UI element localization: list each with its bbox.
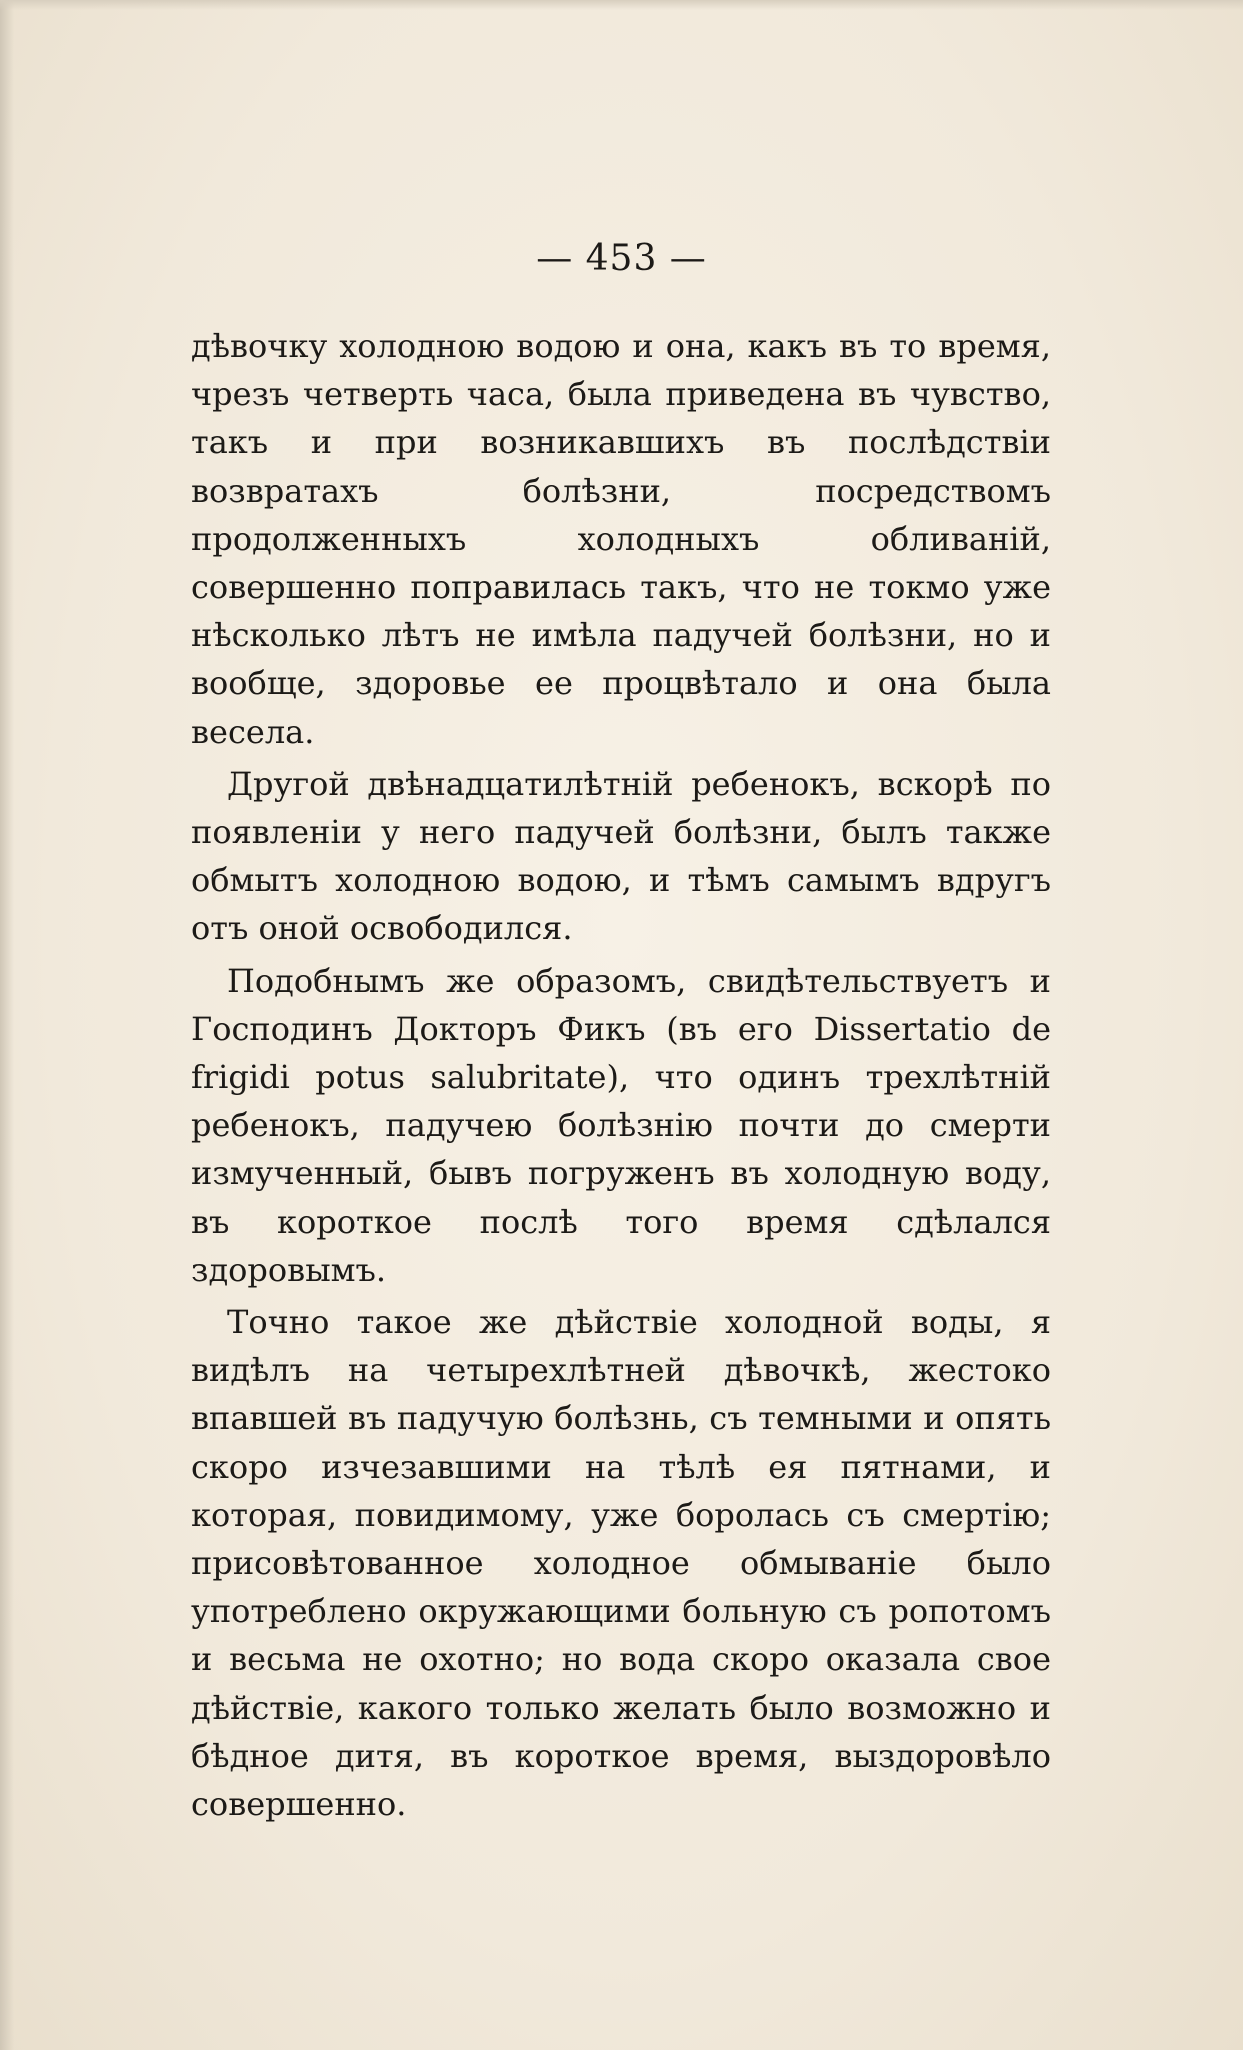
paragraph-doctor-fick: Подобнымъ же образомъ, свидѣтельствуетъ и Господинъ Докторъ Фикъ (въ его Dissertatio de frigidi potus salubritate), что одинъ трехлѣтній ребенокъ, падучею болѣзнію почти до смерти измученный, бывъ погруженъ въ холодную воду, въ короткое послѣ того время сдѣлался здоровымъ.	[191, 961, 1051, 1289]
paragraph-continuation: дѣвочку холодною водою и она, какъ въ то время, чрезъ четверть часа, была приведена въ чувство, такъ и при возникавшихъ въ послѣдствіи возвратахъ болѣзни, посредствомъ продолженныхъ холодныхъ обливаній, совершенно поправилась такъ, что не токмо уже нѣсколько лѣтъ не имѣла падучей болѣзни, но и вообще, здоровье ее процвѣтало и она была весела.	[191, 327, 1051, 751]
body-text	[191, 322, 1051, 1828]
page-number: — 453 —	[536, 238, 707, 279]
page-edge-shadow-left	[0, 0, 14, 2050]
paragraph-four-year-old-girl: Точно такое же дѣйствіе холодной воды, я видѣлъ на четырехлѣтней дѣвочкѣ, жестоко впавшей въ падучую болѣзнь, съ темными и опять скоро изчезавшими на тѣлѣ ея пятнами, и которая, повидимому, уже боролась съ смертію; присовѣтованное холодное обмываніе было употреблено окружающими больную съ ропотомъ и весьма не охотно; но вода скоро оказала свое дѣйствіе, какого только желать было возможно и бѣдное дитя, въ короткое время, выздоровѣло совершенно.	[191, 1303, 1051, 1824]
page-edge-shadow-top	[0, 0, 1243, 10]
paragraph-second-child: Другой двѣнадцатилѣтній ребенокъ, вскорѣ по появленіи у него падучей болѣзни, былъ также обмытъ холодною водою, и тѣмъ самымъ вдругъ отъ оной освободился.	[191, 764, 1051, 948]
